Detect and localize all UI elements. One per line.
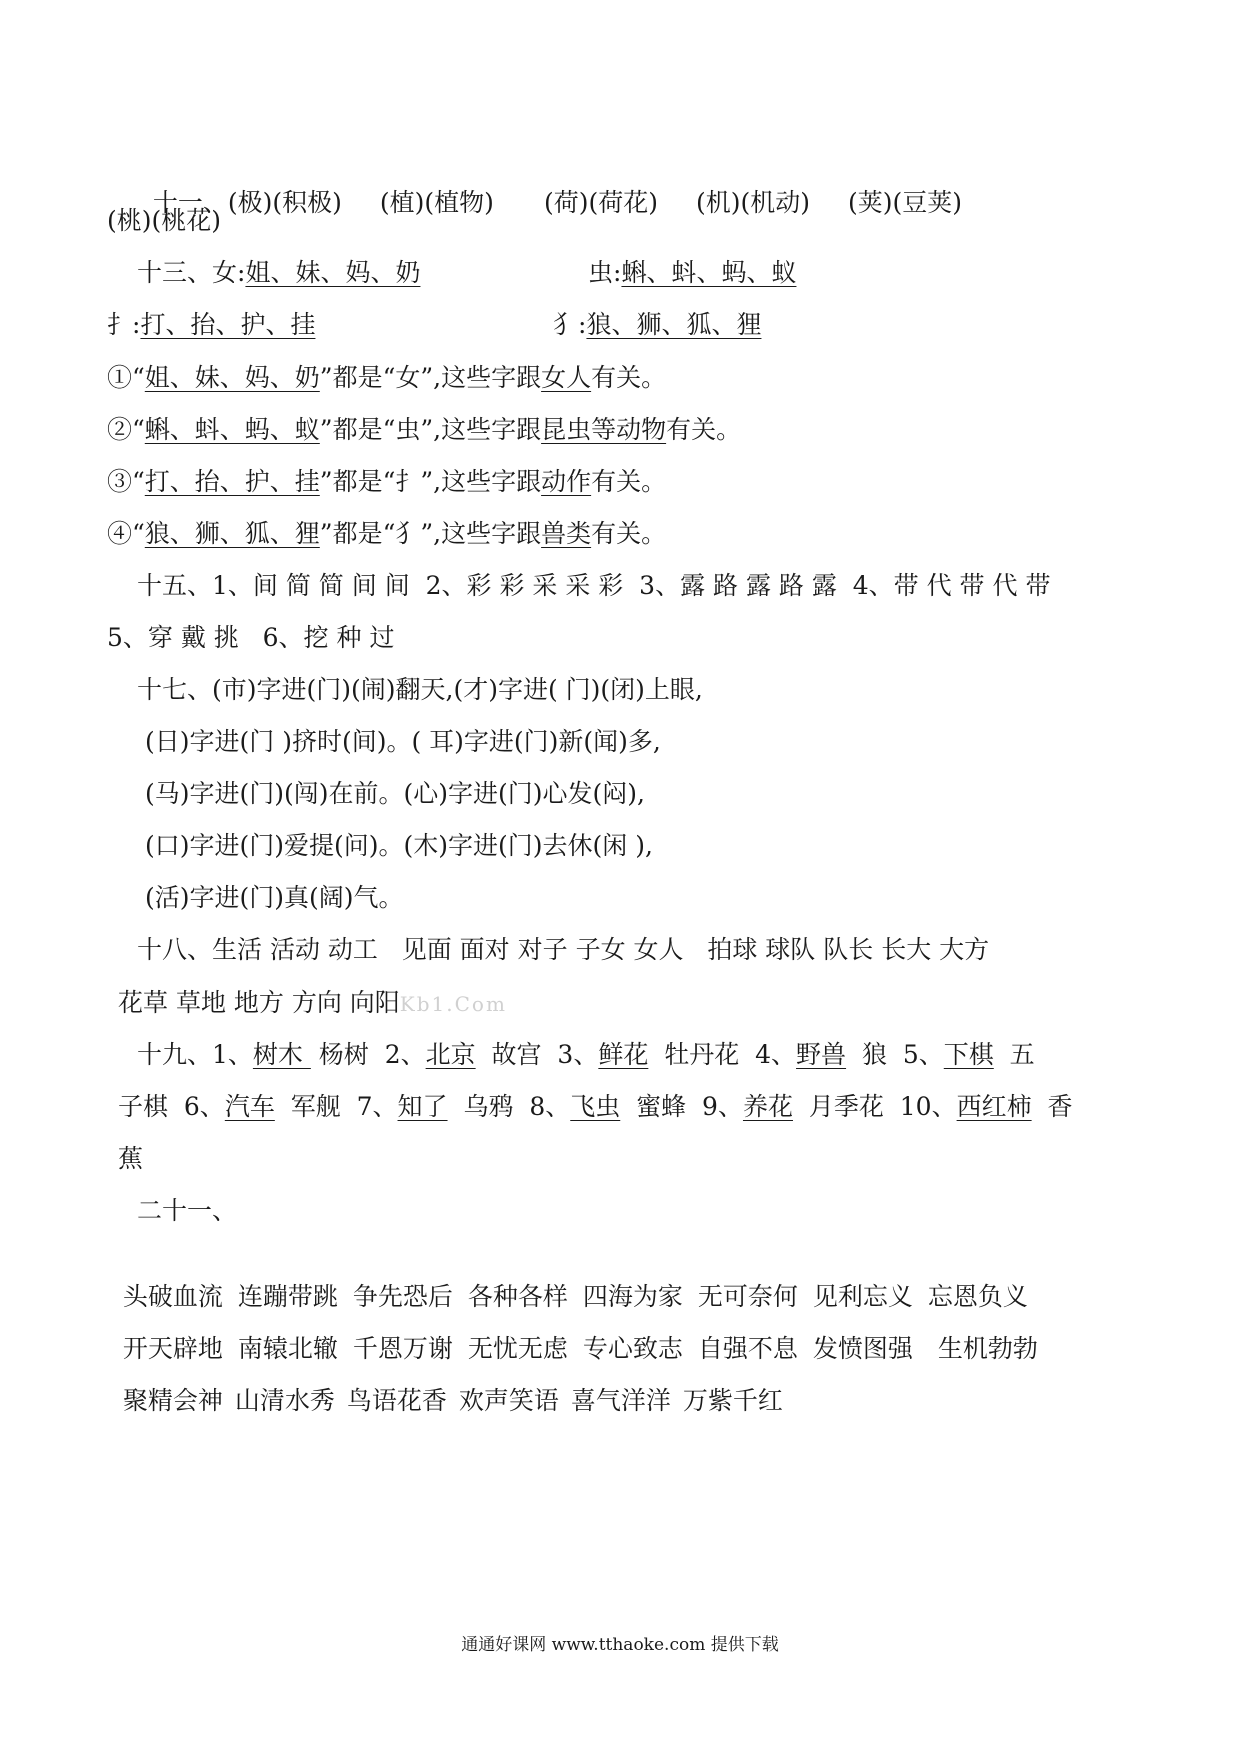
s13-reason-2: ②“蝌、蚪、蚂、蚁”都是“虫”,这些字跟昆虫等动物有关。 xyxy=(107,415,742,444)
s11-line2: (桃)(桃花) xyxy=(107,206,222,235)
s11-item-2: (植)(植物) xyxy=(379,188,494,217)
s13-reason-1: ①“姐、妹、妈、奶”都是“女”,这些字跟女人有关。 xyxy=(107,363,667,392)
s19-line2: 子棋 6、汽车 军舰 7、知了 乌鸦 8、飞虫 蜜蜂 9、养花 月季花 10、西红柿 香 xyxy=(118,1092,1073,1121)
s18-line1: 十八、生活 活动 动工 见面 面对 对子 子女 女人 拍球 球队 队长 长大 大方 xyxy=(137,935,990,964)
s11-item-3: (荷)(荷花) xyxy=(543,188,658,217)
s11-item-1: 十一、(极)(积极) xyxy=(152,188,342,217)
s19-line3: 蕉 xyxy=(118,1144,144,1173)
s17-line4: (口)字进(门)爱提(问)。(木)字进(门)去休(闲 ), xyxy=(145,831,653,860)
s13-reason-4: ④“狼、狮、狐、狸”都是“犭”,这些字跟兽类有关。 xyxy=(107,519,667,548)
s18-line2: 花草 草地 地方 方向 向阳Kb1.Com xyxy=(118,988,507,1017)
s17-line5: (活)字进(门)真(阔)气。 xyxy=(145,883,404,912)
watermark: Kb1.Com xyxy=(399,992,507,1016)
s11-item-4: (机)(机动) xyxy=(695,188,810,217)
s15-line1: 十五、1、间 简 简 间 间 2、彩 彩 采 采 彩 3、露 路 露 路 露 4、带 代 带 代 带 xyxy=(137,571,1051,600)
s13-ti: 扌:打、抬、护、挂 xyxy=(107,310,316,339)
s15-line2: 5、穿 戴 挑 6、挖 种 过 xyxy=(107,623,395,652)
idiom-row-1: 头破血流 连蹦带跳 争先恐后 各种各样 四海为家 无可奈何 见利忘义 忘恩负义 xyxy=(122,1282,1028,1311)
s13-chong: 虫:蝌、蚪、蚂、蚁 xyxy=(588,258,797,287)
s19-line1: 十九、1、树木 杨树 2、北京 故宫 3、鲜花 牡丹花 4、野兽 狼 5、下棋 五 xyxy=(137,1040,1035,1069)
s21-title: 二十一、 xyxy=(137,1196,238,1225)
s13-nu: 十三、女:姐、妹、妈、奶 xyxy=(137,258,421,287)
s13-quan: 犭:狼、狮、狐、狸 xyxy=(553,310,762,339)
s17-line3: (马)字进(门)(闯)在前。(心)字进(门)心发(闷), xyxy=(145,779,645,808)
idiom-row-2: 开天辟地 南辕北辙 千恩万谢 无忧无虑 专心致志 自强不息 发愤图强 生机勃勃 xyxy=(122,1334,1038,1363)
s17-line1: 十七、(市)字进(门)(闹)翻天,(才)字进( 门)(闭)上眼, xyxy=(137,675,703,704)
s17-line2: (日)字进(门 )挤时(间)。( 耳)字进(门)新(闻)多, xyxy=(145,727,661,756)
s11-item-5: (荚)(豆荚) xyxy=(847,188,962,217)
page-footer: 通通好课网 www.tthaoke.com 提供下载 xyxy=(461,1635,779,1655)
s13-reason-3: ③“打、抬、护、挂”都是“扌”,这些字跟动作有关。 xyxy=(107,467,667,496)
idiom-row-3: 聚精会神 山清水秀 鸟语花香 欢声笑语 喜气洋洋 万紫千红 xyxy=(122,1386,783,1415)
